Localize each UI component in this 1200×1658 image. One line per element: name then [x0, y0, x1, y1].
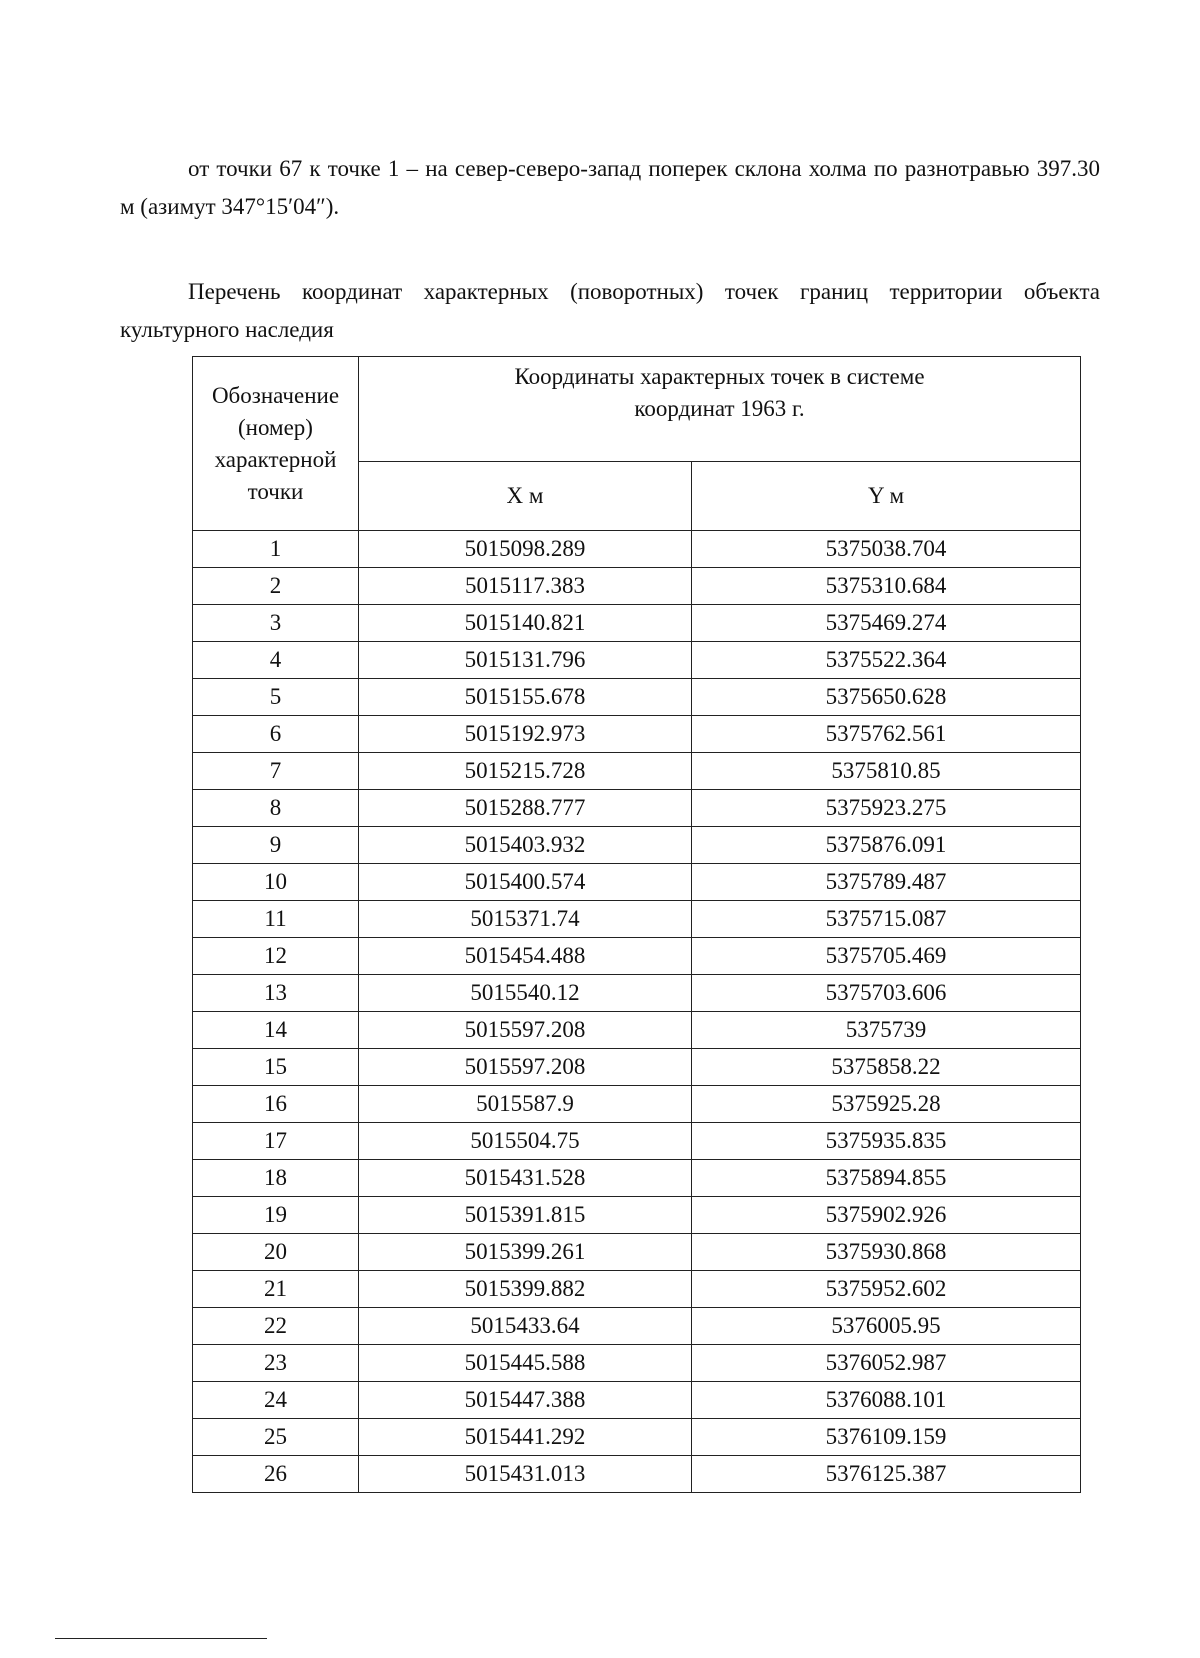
- table-row: [193, 1271, 1081, 1308]
- y-coordinate-cell: 5375739: [692, 1012, 1081, 1049]
- table-row: [193, 1382, 1081, 1419]
- x-coordinate-cell: 5015540.12: [359, 975, 692, 1012]
- y-coordinate-cell: 5376109.159: [692, 1419, 1081, 1456]
- x-column-header: X м: [359, 462, 692, 531]
- x-coordinate-cell: 5015371.74: [359, 901, 692, 938]
- y-coordinate-cell: 5375902.926: [692, 1197, 1081, 1234]
- point-number-cell: 11: [193, 901, 359, 938]
- y-coordinate-cell: 5376088.101: [692, 1382, 1081, 1419]
- point-number-cell: 5: [193, 679, 359, 716]
- x-coordinate-cell: 5015155.678: [359, 679, 692, 716]
- boundary-segment-paragraph: [120, 150, 1100, 226]
- coordinate-system-header: Координаты характерных точек в системе координат 1963 г.: [359, 357, 1081, 462]
- y-coordinate-cell: 5375876.091: [692, 827, 1081, 864]
- x-coordinate-cell: 5015431.528: [359, 1160, 692, 1197]
- table-row: [193, 1012, 1081, 1049]
- point-number-cell: 12: [193, 938, 359, 975]
- y-coordinate-cell: 5375930.868: [692, 1234, 1081, 1271]
- table-row: [193, 1234, 1081, 1271]
- y-coordinate-cell: 5375858.22: [692, 1049, 1081, 1086]
- table-row: [193, 1086, 1081, 1123]
- table-row: [193, 1456, 1081, 1493]
- x-coordinate-cell: 5015215.728: [359, 753, 692, 790]
- point-number-cell: 3: [193, 605, 359, 642]
- y-coordinate-cell: 5375469.274: [692, 605, 1081, 642]
- point-number-cell: 18: [193, 1160, 359, 1197]
- point-number-cell: 14: [193, 1012, 359, 1049]
- x-coordinate-cell: 5015433.64: [359, 1308, 692, 1345]
- x-coordinate-cell: 5015431.013: [359, 1456, 692, 1493]
- coordinates-table-header: [193, 357, 1081, 531]
- table-row: [193, 864, 1081, 901]
- point-number-cell: 1: [193, 531, 359, 568]
- point-number-cell: 8: [193, 790, 359, 827]
- x-coordinate-cell: 5015441.292: [359, 1419, 692, 1456]
- table-row: [193, 1049, 1081, 1086]
- boundary-segment-text: от точки 67 к точке 1 – на север-северо-запад поперек склона холма по разнотравью 397.30 м (азимут 347°15′04″).: [120, 156, 1100, 219]
- x-coordinate-cell: 5015403.932: [359, 827, 692, 864]
- x-coordinate-cell: 5015399.882: [359, 1271, 692, 1308]
- coordinates-table: [192, 356, 1081, 1493]
- table-row: [193, 1197, 1081, 1234]
- table-row: [193, 753, 1081, 790]
- point-number-cell: 9: [193, 827, 359, 864]
- table-row: [193, 679, 1081, 716]
- y-coordinate-cell: 5375923.275: [692, 790, 1081, 827]
- x-coordinate-cell: 5015131.796: [359, 642, 692, 679]
- y-column-header: Y м: [692, 462, 1081, 531]
- coordinates-list-heading-text: Перечень координат характерных (поворотных) точек границ территории объекта культурного наследия: [120, 279, 1100, 342]
- y-coordinate-cell: 5375789.487: [692, 864, 1081, 901]
- x-coordinate-cell: 5015447.388: [359, 1382, 692, 1419]
- y-coordinate-cell: 5375038.704: [692, 531, 1081, 568]
- table-row: [193, 827, 1081, 864]
- table-row: [193, 531, 1081, 568]
- y-coordinate-cell: 5375894.855: [692, 1160, 1081, 1197]
- table-row: [193, 1345, 1081, 1382]
- x-coordinate-cell: 5015587.9: [359, 1086, 692, 1123]
- x-coordinate-cell: 5015454.488: [359, 938, 692, 975]
- coordinates-list-heading: [120, 273, 1100, 349]
- table-row: [193, 716, 1081, 753]
- y-coordinate-cell: 5375810.85: [692, 753, 1081, 790]
- x-coordinate-cell: 5015140.821: [359, 605, 692, 642]
- y-coordinate-cell: 5375310.684: [692, 568, 1081, 605]
- x-coordinate-cell: 5015597.208: [359, 1049, 692, 1086]
- y-coordinate-cell: 5375935.835: [692, 1123, 1081, 1160]
- x-coordinate-cell: 5015192.973: [359, 716, 692, 753]
- table-row: [193, 1123, 1081, 1160]
- y-coordinate-cell: 5375925.28: [692, 1086, 1081, 1123]
- x-coordinate-cell: 5015504.75: [359, 1123, 692, 1160]
- point-number-cell: 2: [193, 568, 359, 605]
- y-coordinate-cell: 5375952.602: [692, 1271, 1081, 1308]
- point-number-cell: 17: [193, 1123, 359, 1160]
- point-number-cell: 22: [193, 1308, 359, 1345]
- table-row: [193, 790, 1081, 827]
- point-number-cell: 15: [193, 1049, 359, 1086]
- point-number-cell: 16: [193, 1086, 359, 1123]
- table-row: [193, 605, 1081, 642]
- y-coordinate-cell: 5375522.364: [692, 642, 1081, 679]
- table-row: [193, 1160, 1081, 1197]
- x-coordinate-cell: 5015400.574: [359, 864, 692, 901]
- point-number-cell: 13: [193, 975, 359, 1012]
- point-number-cell: 6: [193, 716, 359, 753]
- table-row: [193, 1308, 1081, 1345]
- y-coordinate-cell: 5376005.95: [692, 1308, 1081, 1345]
- table-row: [193, 568, 1081, 605]
- point-number-cell: 10: [193, 864, 359, 901]
- point-number-cell: 21: [193, 1271, 359, 1308]
- point-number-cell: 7: [193, 753, 359, 790]
- y-coordinate-cell: 5375705.469: [692, 938, 1081, 975]
- y-coordinate-cell: 5375715.087: [692, 901, 1081, 938]
- y-coordinate-cell: 5375650.628: [692, 679, 1081, 716]
- x-coordinate-cell: 5015445.588: [359, 1345, 692, 1382]
- table-row: [193, 975, 1081, 1012]
- point-number-cell: 26: [193, 1456, 359, 1493]
- coordinates-table-body: [193, 531, 1081, 1493]
- table-row: [193, 1419, 1081, 1456]
- point-number-cell: 23: [193, 1345, 359, 1382]
- x-coordinate-cell: 5015098.289: [359, 531, 692, 568]
- table-row: [193, 938, 1081, 975]
- point-number-cell: 24: [193, 1382, 359, 1419]
- x-coordinate-cell: 5015597.208: [359, 1012, 692, 1049]
- point-designation-header: Обозначение (номер) характерной точки: [193, 357, 359, 531]
- point-number-cell: 4: [193, 642, 359, 679]
- table-row: [193, 642, 1081, 679]
- y-coordinate-cell: 5376052.987: [692, 1345, 1081, 1382]
- y-coordinate-cell: 5376125.387: [692, 1456, 1081, 1493]
- x-coordinate-cell: 5015117.383: [359, 568, 692, 605]
- y-coordinate-cell: 5375703.606: [692, 975, 1081, 1012]
- x-coordinate-cell: 5015288.777: [359, 790, 692, 827]
- point-number-cell: 20: [193, 1234, 359, 1271]
- point-number-cell: 19: [193, 1197, 359, 1234]
- y-coordinate-cell: 5375762.561: [692, 716, 1081, 753]
- x-coordinate-cell: 5015399.261: [359, 1234, 692, 1271]
- x-coordinate-cell: 5015391.815: [359, 1197, 692, 1234]
- footnote-divider: [55, 1638, 267, 1639]
- table-row: [193, 901, 1081, 938]
- point-number-cell: 25: [193, 1419, 359, 1456]
